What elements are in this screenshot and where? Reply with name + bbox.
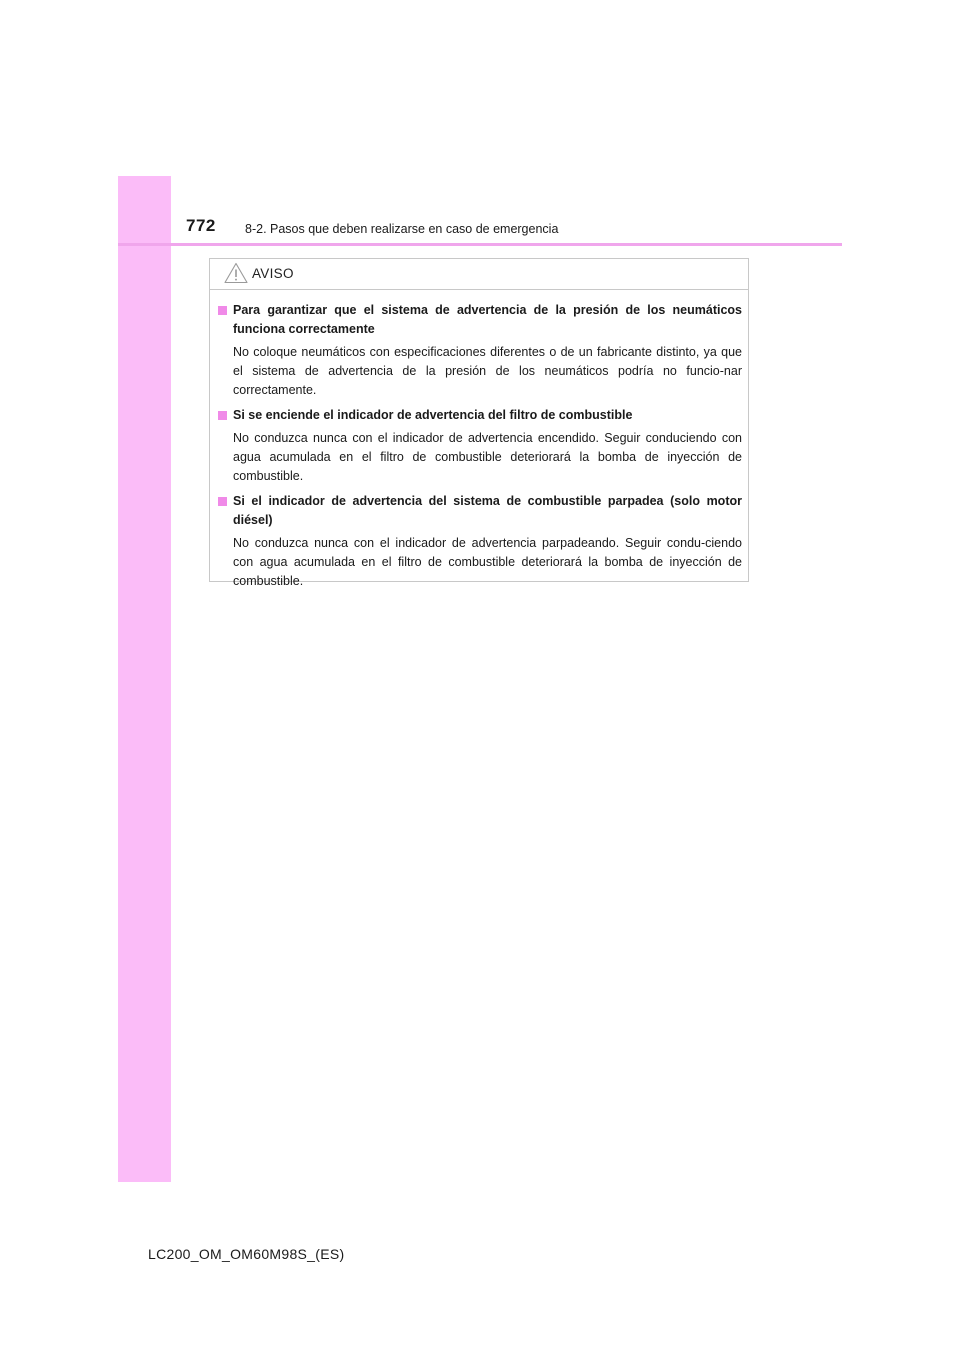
notice-item-text: No coloque neumáticos con especificaciones diferentes o de un fabricante distinto, ya que el sistema de advertencia de la presión de los neumáticos podría no funcio-nar correctamente.	[233, 345, 742, 397]
document-code: LC200_OM_OM60M98S_(ES)	[148, 1246, 345, 1262]
side-color-band	[118, 176, 171, 1182]
notice-item-heading	[218, 301, 742, 339]
warning-triangle-icon	[224, 262, 248, 284]
header-divider	[118, 243, 842, 246]
notice-item	[218, 492, 742, 591]
notice-body	[210, 290, 748, 591]
square-bullet-icon	[218, 497, 227, 506]
section-title: 8-2. Pasos que deben realizarse en caso de emergencia	[245, 222, 559, 236]
notice-item	[218, 406, 742, 486]
warning-notice-box	[209, 258, 749, 588]
page-number: 772	[186, 216, 216, 235]
square-bullet-icon	[218, 306, 227, 315]
notice-item-text: No conduzca nunca con el indicador de advertencia parpadeando. Seguir condu-ciendo con agua acumulada en el filtro de combustible deteriorará la bomba de inyección de combustible.	[233, 536, 742, 588]
notice-header	[210, 259, 748, 290]
notice-item	[218, 301, 742, 400]
notice-item-text: No conduzca nunca con el indicador de advertencia encendido. Seguir conduciendo con agua acumulada en el filtro de combustible deteriorará la bomba de inyección de combustible.	[233, 431, 742, 483]
notice-item-title: Para garantizar que el sistema de advertencia de la presión de los neumáticos funciona correctamente	[233, 303, 742, 336]
notice-item-title: Si se enciende el indicador de advertencia del filtro de combustible	[233, 408, 633, 422]
notice-item-heading	[218, 406, 742, 425]
square-bullet-icon	[218, 411, 227, 420]
notice-item-heading	[218, 492, 742, 530]
notice-item-title: Si el indicador de advertencia del sistema de combustible parpadea (solo motor diésel)	[233, 494, 742, 527]
notice-label: AVISO	[252, 266, 294, 281]
